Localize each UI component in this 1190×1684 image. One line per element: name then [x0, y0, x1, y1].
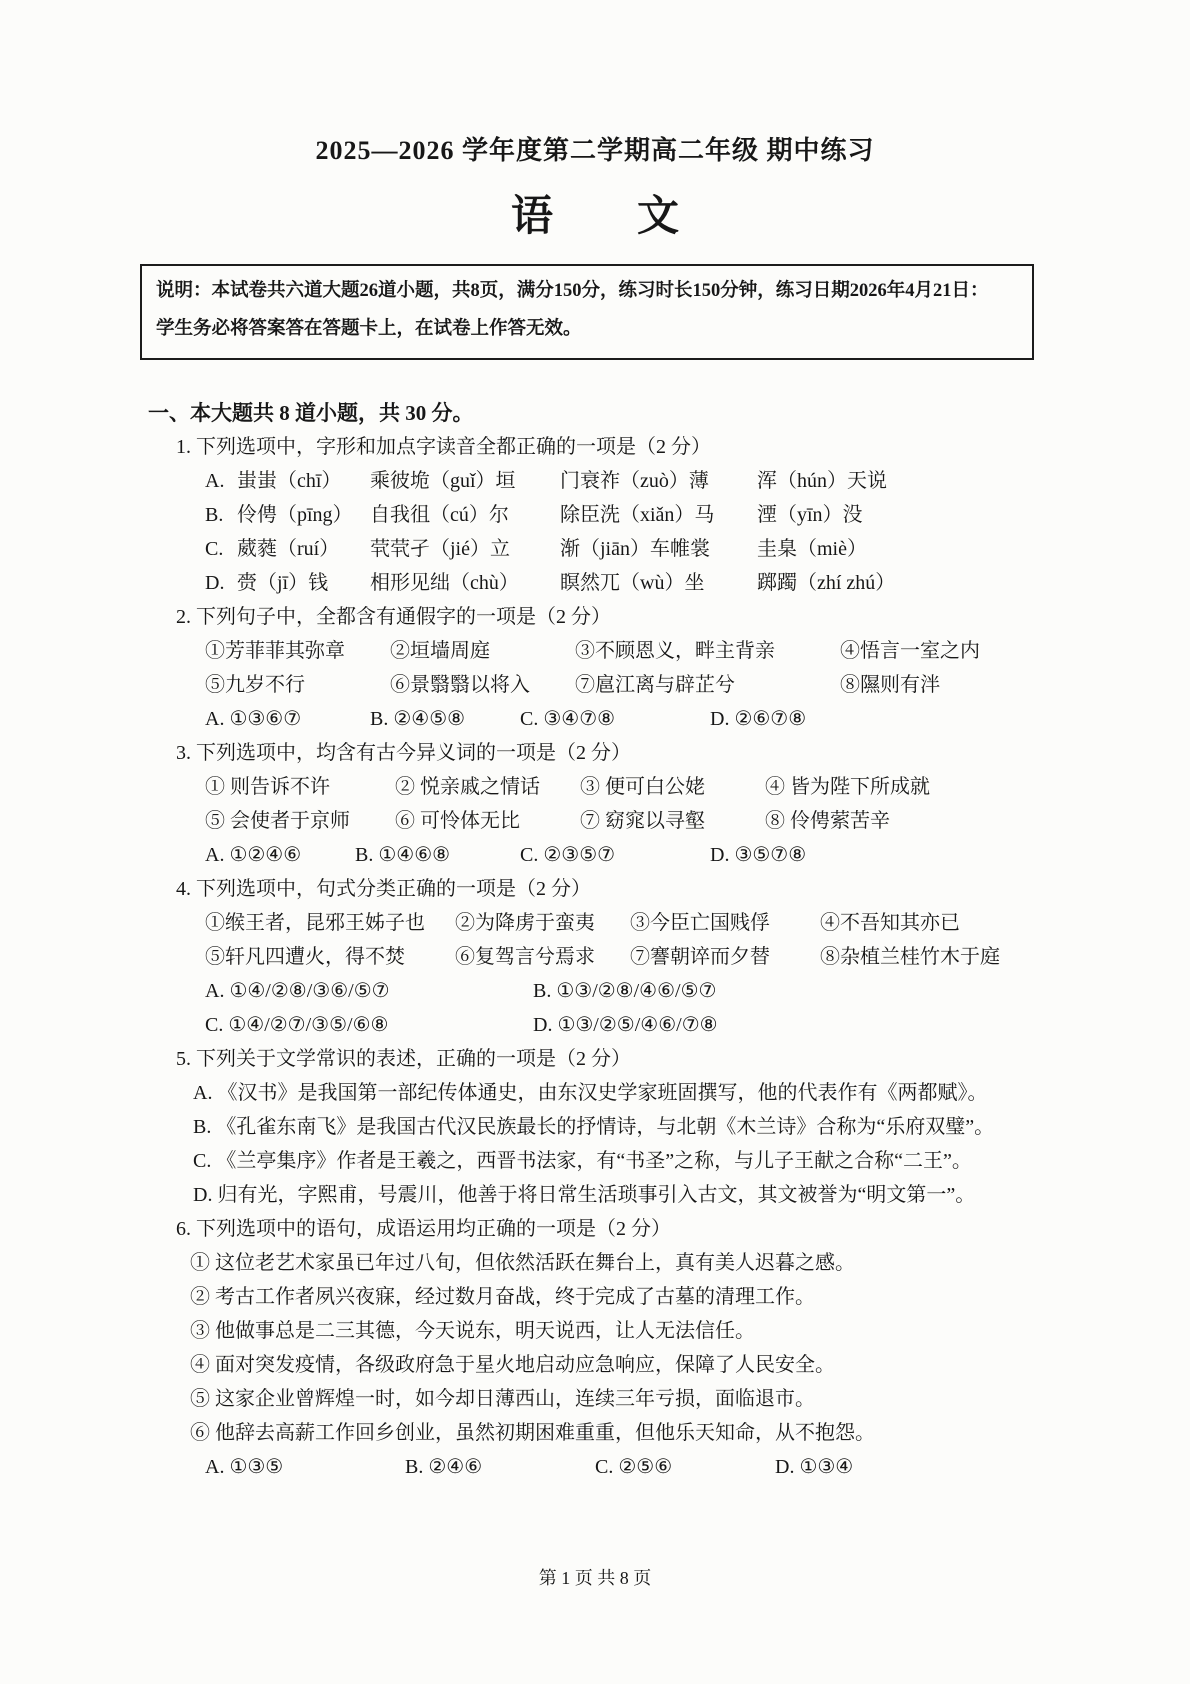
question-6	[148, 1212, 1042, 1484]
notice-line-2: 学生务必将答案答在答题卡上，在试卷上作答无效。	[156, 319, 582, 339]
question-6-answers	[148, 1450, 1042, 1484]
question-5-option-d: D. 归有光，字熙甫，号震川，他善于将日常生活琐事引入古文，其文被誉为“明文第一”。	[193, 1184, 976, 1206]
numbered-item: ⑤轩凡四遭火，得不焚	[205, 946, 405, 968]
option-cell: 蚩蚩（chī）	[237, 470, 342, 492]
option-cell: 踯躅（zhí zhú）	[757, 572, 896, 594]
option-cell: 赍（jī）钱	[237, 572, 329, 594]
option-cell: 伶俜（pīng）	[237, 504, 353, 526]
option-cell: 瞑然兀（wù）坐	[560, 572, 705, 594]
answer-choice-c: C. ①④/②⑦/③⑤/⑥⑧	[205, 1014, 389, 1036]
question-3-stem: 3. 下列选项中，均含有古今异义词的一项是（2 分）	[176, 742, 631, 764]
option-cell: 相形见绌（chù）	[370, 572, 519, 594]
numbered-item: ⑦謇朝谇而夕替	[630, 946, 770, 968]
answer-choice-b: B. ①③/②⑧/④⑥/⑤⑦	[533, 980, 717, 1002]
question-2-stem: 2. 下列句子中，全都含有通假字的一项是（2 分）	[176, 606, 611, 628]
option-label-b: B.	[205, 504, 224, 526]
numbered-item: ③不顾恩义，畔主背亲	[575, 640, 775, 662]
question-1-stem: 1. 下列选项中，字形和加点字读音全都正确的一项是（2 分）	[176, 436, 711, 458]
numbered-item: ④ 皆为陛下所成就	[765, 776, 930, 798]
question-5-option-c: C. 《兰亭集序》作者是王羲之，西晋书法家，有“书圣”之称，与儿子王献之合称“二王”。	[193, 1150, 972, 1172]
numbered-item: ⑦ 窈窕以寻壑	[580, 810, 705, 832]
subject-title: 语 文	[510, 194, 679, 240]
question-6-stem: 6. 下列选项中的语句，成语运用均正确的一项是（2 分）	[176, 1218, 671, 1240]
answer-choice-a: A. ①③⑤	[205, 1456, 284, 1478]
numbered-item: ② 悦亲戚之情话	[395, 776, 540, 798]
question-4	[148, 872, 1042, 1042]
numbered-item: ③ 便可白公姥	[580, 776, 705, 798]
numbered-item: ③今臣亡国贱俘	[630, 912, 770, 934]
numbered-item: ②垣墙周庭	[390, 640, 490, 662]
question-6-item-4: ④ 面对突发疫情，各级政府急于星火地启动应急响应，保障了人民安全。	[190, 1354, 835, 1376]
question-6-item-6: ⑥ 他辞去高薪工作回乡创业，虽然初期困难重重，但他乐天知命，从不抱怨。	[190, 1422, 875, 1444]
numbered-item: ⑥景翳翳以将入	[390, 674, 530, 696]
question-6-item-3: ③ 他做事总是二三其德，今天说东，明天说西，让人无法信任。	[190, 1320, 755, 1342]
question-1-row-b	[148, 498, 1042, 532]
question-6-item-5: ⑤ 这家企业曾辉煌一时，如今却日薄西山，连续三年亏损，面临退市。	[190, 1388, 815, 1410]
question-1-row-c	[148, 532, 1042, 566]
numbered-item: ⑧杂植兰桂竹木于庭	[820, 946, 1000, 968]
option-cell: 门衰祚（zuò）薄	[560, 470, 709, 492]
option-cell: 浑（hún）天说	[757, 470, 887, 492]
section-one-heading: 一、本大题共 8 道小题，共 30 分。	[148, 401, 474, 425]
question-3-answers	[148, 838, 1042, 872]
answer-choice-a: A. ①②④⑥	[205, 844, 302, 866]
question-4-stem: 4. 下列选项中，句式分类正确的一项是（2 分）	[176, 878, 591, 900]
numbered-item: ① 则告诉不许	[205, 776, 330, 798]
question-1-row-d	[148, 566, 1042, 600]
question-2-answers	[148, 702, 1042, 736]
option-label-c: C.	[205, 538, 224, 560]
numbered-item: ⑥复驾言兮焉求	[455, 946, 595, 968]
option-cell: 葳蕤（ruí）	[237, 538, 340, 560]
question-6-item-2: ② 考古工作者夙兴夜寐，经过数月奋战，终于完成了古墓的清理工作。	[190, 1286, 815, 1308]
question-2-items	[148, 634, 1042, 702]
answer-choice-b: B. ②④⑥	[405, 1456, 483, 1478]
question-3-items	[148, 770, 1042, 838]
option-cell: 湮（yīn）没	[757, 504, 863, 526]
question-1	[148, 430, 1042, 600]
option-cell: 乘彼垝（guǐ）垣	[370, 470, 516, 492]
option-cell: 茕茕孑（jié）立	[370, 538, 510, 560]
numbered-item: ④悟言一室之内	[840, 640, 980, 662]
numbered-item: ④不吾知其亦已	[820, 912, 960, 934]
answer-choice-b: B. ①④⑥⑧	[355, 844, 451, 866]
option-cell: 渐（jiān）车帷裳	[560, 538, 710, 560]
answer-choice-a: A. ①④/②⑧/③⑥/⑤⑦	[205, 980, 390, 1002]
answer-choice-a: A. ①③⑥⑦	[205, 708, 302, 730]
numbered-item: ②为降虏于蛮夷	[455, 912, 595, 934]
numbered-item: ⑧隰则有泮	[840, 674, 940, 696]
question-3	[148, 736, 1042, 872]
option-cell: 自我徂（cú）尔	[370, 504, 509, 526]
option-label-d: D.	[205, 572, 225, 594]
exam-title: 2025—2026 学年度第二学期高二年级 期中练习	[315, 136, 875, 165]
page-footer: 第 1 页 共 8 页	[538, 1568, 652, 1588]
numbered-item: ①缑王者，昆邪王姊子也	[205, 912, 425, 934]
numbered-item: ⑧ 伶俜萦苦辛	[765, 810, 890, 832]
notice-line-1: 说明：本试卷共六道大题26道小题，共8页，满分150分，练习时长150分钟，练习日期2026年4月21日：	[156, 281, 989, 301]
question-5-stem: 5. 下列关于文学常识的表述，正确的一项是（2 分）	[176, 1048, 631, 1070]
question-2	[148, 600, 1042, 736]
answer-choice-c: C. ②⑤⑥	[595, 1456, 673, 1478]
option-cell: 圭臬（miè）	[757, 538, 867, 560]
answer-choice-d: D. ①③/②⑤/④⑥/⑦⑧	[533, 1014, 718, 1036]
numbered-item: ⑦扈江离与辟芷兮	[575, 674, 735, 696]
answer-choice-d: D. ②⑥⑦⑧	[710, 708, 807, 730]
question-4-items	[148, 906, 1042, 974]
question-4-answers	[148, 974, 1042, 1042]
answer-choice-d: D. ③⑤⑦⑧	[710, 844, 807, 866]
option-label-a: A.	[205, 470, 225, 492]
numbered-item: ⑤ 会使者于京师	[205, 810, 350, 832]
numbered-item: ⑤九岁不行	[205, 674, 305, 696]
question-5-option-a: A. 《汉书》是我国第一部纪传体通史，由东汉史学家班固撰写，他的代表作有《两都赋》。	[193, 1082, 988, 1104]
answer-choice-b: B. ②④⑤⑧	[370, 708, 466, 730]
numbered-item: ⑥ 可怜体无比	[395, 810, 520, 832]
answer-choice-c: C. ③④⑦⑧	[520, 708, 616, 730]
answer-choice-d: D. ①③④	[775, 1456, 854, 1478]
notice-box	[140, 264, 1034, 360]
numbered-item: ①芳菲菲其弥章	[205, 640, 345, 662]
question-5	[148, 1042, 1042, 1212]
question-5-option-b: B. 《孔雀东南飞》是我国古代汉民族最长的抒情诗，与北朝《木兰诗》合称为“乐府双璧”。	[193, 1116, 995, 1138]
question-6-item-1: ① 这位老艺术家虽已年过八旬，但依然活跃在舞台上，真有美人迟暮之感。	[190, 1252, 855, 1274]
question-1-row-a	[148, 464, 1042, 498]
answer-choice-c: C. ②③⑤⑦	[520, 844, 616, 866]
option-cell: 除臣洗（xiǎn）马	[560, 504, 715, 526]
